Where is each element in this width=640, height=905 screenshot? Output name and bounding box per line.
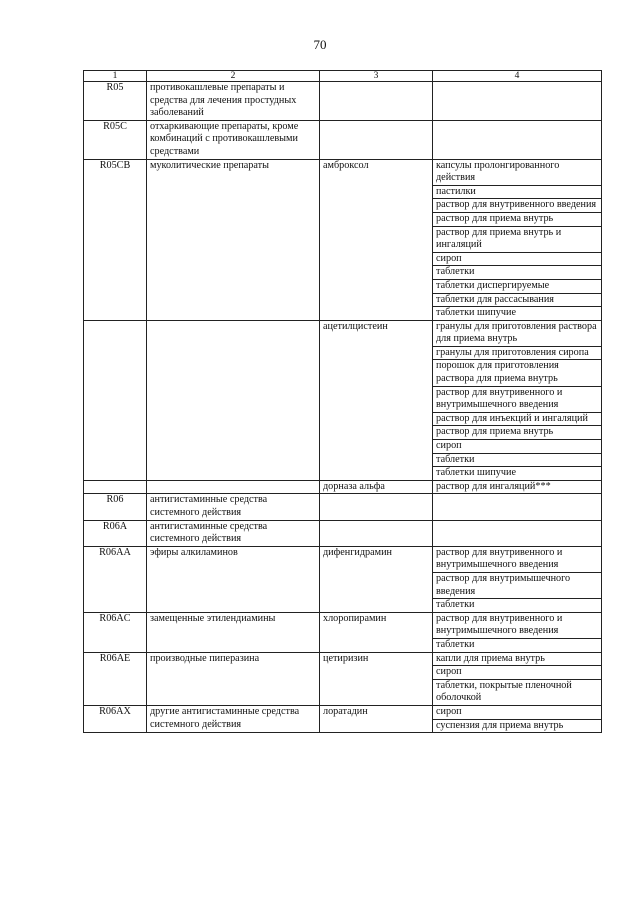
atc-code-cell [84,320,147,480]
table-row [84,480,602,494]
pharmacological-group-cell: эфиры алкиламинов [147,546,320,612]
dosage-forms-cell [433,159,602,320]
dosage-form: сироп [433,439,601,453]
active-substance-cell: хлоропирамин [320,612,433,652]
table-row [84,612,602,652]
column-header: 4 [433,71,602,82]
dosage-forms-cell [433,120,602,159]
dosage-form: суспензия для приема внутрь [433,719,601,733]
dosage-forms-cell [433,82,602,121]
table-row [84,120,602,159]
dosage-form: раствор для внутримышечного введения [433,572,601,598]
pharmacological-group-cell: производные пиперазина [147,652,320,705]
atc-code-cell: R05 [84,82,147,121]
drug-table [83,70,602,733]
column-header: 3 [320,71,433,82]
dosage-form: таблетки, покрытые пленочной оболочкой [433,679,601,705]
table-header-row [84,71,602,82]
atc-code-cell: R06 [84,494,147,520]
atc-code-cell: R06AC [84,612,147,652]
dosage-forms-cell [433,612,602,652]
active-substance-cell: лоратадин [320,705,433,732]
pharmacological-group-cell: антигистаминные средства системного действия [147,494,320,520]
dosage-form: капли для приема внутрь [436,652,545,664]
dosage-form: порошок для приготовления раствора для приема внутрь [433,359,601,385]
atc-code-cell: R06AA [84,546,147,612]
atc-code-cell: R06AX [84,705,147,732]
dosage-form: раствор для приема внутрь и ингаляций [433,226,601,252]
dosage-form: гранулы для приготовления сиропа [433,346,601,360]
table-row [84,159,602,320]
dosage-form: гранулы для приготовления раствора для приема внутрь [436,320,597,345]
active-substance-cell: дорназа альфа [320,480,433,494]
pharmacological-group-cell [147,320,320,480]
atc-code-cell: R06A [84,520,147,546]
dosage-form: раствор для внутривенного и внутримышечного введения [436,546,563,571]
dosage-form: сироп [433,665,601,679]
dosage-form: раствор для приема внутрь [433,212,601,226]
table-row [84,546,602,612]
column-header: 2 [147,71,320,82]
atc-code-cell [84,480,147,494]
active-substance-cell: цетиризин [320,652,433,705]
dosage-form: пастилки [433,185,601,199]
dosage-forms-cell [433,494,602,520]
dosage-form: таблетки [433,265,601,279]
dosage-form: сироп [436,705,462,717]
dosage-form: раствор для инъекций и ингаляций [433,412,601,426]
dosage-form: раствор для внутривенного введения [433,198,601,212]
dosage-forms-cell [433,652,602,705]
pharmacological-group-cell: антигистаминные средства системного действия [147,520,320,546]
pharmacological-group-cell: отхаркивающие препараты, кроме комбинаций с противокашлевыми средствами [147,120,320,159]
dosage-form: сироп [433,252,601,266]
atc-code-cell: R06AE [84,652,147,705]
active-substance-cell [320,520,433,546]
pharmacological-group-cell: муколитические препараты [147,159,320,320]
active-substance-cell [320,82,433,121]
table-row [84,320,602,480]
dosage-form: таблетки для рассасывания [433,293,601,307]
dosage-forms-cell [433,705,602,732]
active-substance-cell [320,494,433,520]
dosage-forms-cell [433,480,602,494]
table-row [84,494,602,520]
pharmacological-group-cell: другие антигистаминные средства системного действия [147,705,320,732]
pharmacological-group-cell: противокашлевые препараты и средства для лечения простудных заболеваний [147,82,320,121]
pharmacological-group-cell [147,480,320,494]
pharmacological-group-cell: замещенные этилендиамины [147,612,320,652]
table-row [84,652,602,705]
dosage-forms-cell [433,320,602,480]
dosage-form: раствор для приема внутрь [433,425,601,439]
page-number: 70 [313,37,327,52]
dosage-form: раствор для внутривенного и внутримышечного введения [436,612,563,637]
dosage-form: таблетки [433,598,601,612]
active-substance-cell [320,120,433,159]
column-header: 1 [84,71,147,82]
dosage-form: капсулы пролонгированного действия [436,159,560,184]
dosage-form: таблетки шипучие [433,306,601,320]
active-substance-cell: дифенгидрамин [320,546,433,612]
atc-code-cell: R05C [84,120,147,159]
dosage-form: таблетки диспергируемые [433,279,601,293]
active-substance-cell: амброксол [320,159,433,320]
table-row [84,82,602,121]
dosage-forms-cell [433,520,602,546]
table-row [84,705,602,732]
dosage-forms-cell [433,546,602,612]
atc-code-cell: R05CB [84,159,147,320]
table-row [84,520,602,546]
dosage-form: раствор для внутривенного и внутримышечного введения [433,386,601,412]
dosage-form: таблетки [433,638,601,652]
active-substance-cell: ацетилцистеин [320,320,433,480]
dosage-form: таблетки [433,453,601,467]
dosage-form: раствор для ингаляций*** [436,480,551,492]
dosage-form: таблетки шипучие [433,466,601,480]
